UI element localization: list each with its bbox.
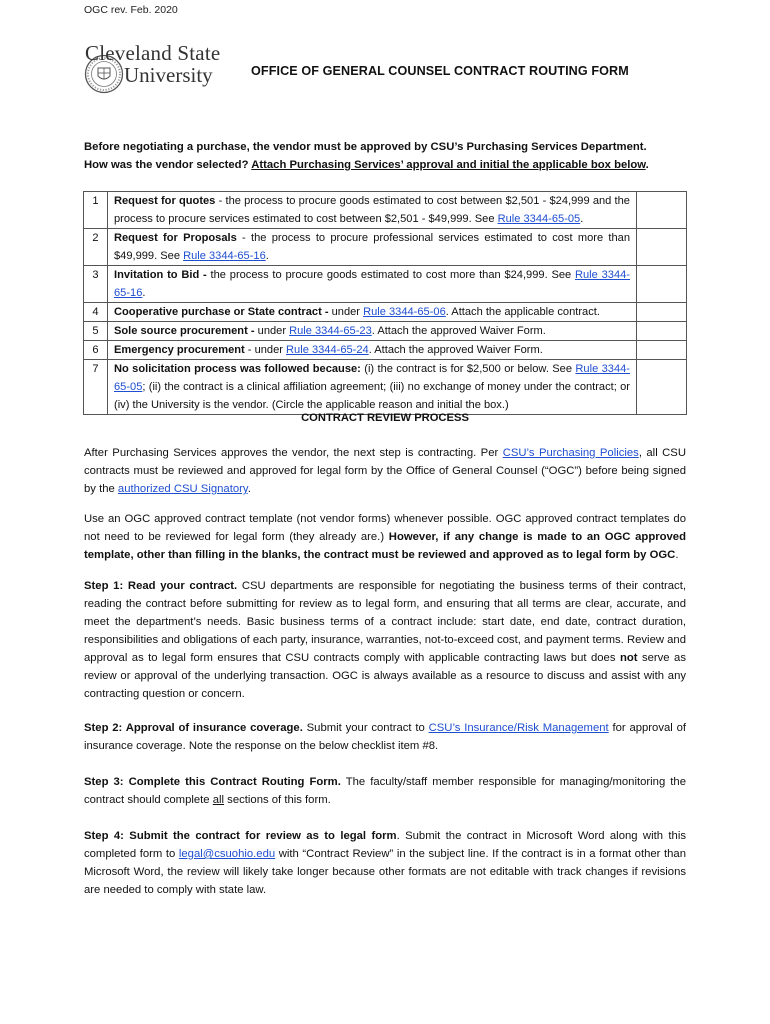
vendor-selection-table bbox=[83, 191, 687, 415]
logo-text-line2: University bbox=[124, 63, 213, 87]
row-method-title: Sole source procurement - bbox=[114, 325, 255, 337]
row-method-title: No solicitation process was followed because: bbox=[114, 363, 361, 375]
row-text: under bbox=[254, 325, 290, 337]
purchasing-policies-link[interactable]: CSU’s Purchasing Policies bbox=[502, 447, 639, 459]
step-3-text-b: sections of this form. bbox=[224, 794, 331, 806]
rule-link[interactable]: Rule 3344-65-05 bbox=[497, 213, 581, 225]
rule-link[interactable]: Rule 3344-65-16 bbox=[183, 250, 266, 262]
row-text: - under bbox=[244, 344, 287, 356]
selection-row bbox=[84, 192, 687, 229]
row-description bbox=[108, 322, 637, 341]
row-text-after: . Attach the approved Waiver Form. bbox=[371, 325, 546, 337]
row-description bbox=[108, 266, 637, 303]
row-text-after: . bbox=[580, 213, 584, 225]
row-number: 3 bbox=[84, 266, 108, 303]
intro-period: . bbox=[645, 159, 649, 171]
step-3-title: Step 3: Complete this Contract Routing Form. bbox=[84, 776, 341, 788]
row-number: 7 bbox=[84, 360, 108, 415]
row-text-after: ; (ii) the contract is a clinical affiliation agreement; (iii) no exchange of money under the contract; or (iv) the University is the vendor. (Circle the applicable reason and initial the box.) bbox=[114, 381, 630, 411]
row-text: - the process to procure professional services estimated to cost more than $49,999. See bbox=[114, 232, 631, 262]
form-title: OFFICE OF GENERAL COUNSEL CONTRACT ROUTING FORM bbox=[251, 64, 629, 78]
authorized-signatory-link[interactable]: authorized CSU Signatory bbox=[117, 483, 248, 495]
initial-box[interactable] bbox=[637, 229, 687, 266]
step-3-all: all bbox=[212, 794, 225, 806]
step-1-text-b: serve as review or approval of the underlying transaction. OGC is always available as a resource to discuss and assist with any contracting question or concern. bbox=[84, 652, 686, 700]
p1-text-a: After Purchasing Services approves the vendor, the next step is contracting. Per bbox=[84, 447, 503, 459]
rule-link[interactable]: Rule 3344-65-23 bbox=[289, 325, 372, 337]
row-number: 5 bbox=[84, 322, 108, 341]
initial-box[interactable] bbox=[637, 192, 687, 229]
p2-text-c: . bbox=[675, 549, 679, 561]
review-paragraph-1 bbox=[84, 444, 686, 498]
initial-box[interactable] bbox=[637, 322, 687, 341]
selection-row bbox=[84, 266, 687, 303]
initial-box[interactable] bbox=[637, 341, 687, 360]
step-1-not: not bbox=[619, 652, 638, 664]
step-2-paragraph bbox=[84, 719, 686, 755]
insurance-risk-management-link[interactable]: CSU’s Insurance/Risk Management bbox=[428, 722, 609, 734]
section-title-contract-review: CONTRACT REVIEW PROCESS bbox=[301, 412, 469, 424]
row-method-title: Invitation to Bid - bbox=[114, 269, 207, 281]
revision-label: OGC rev. Feb. 2020 bbox=[84, 4, 178, 16]
p1-text-b: , all CSU contracts must be reviewed and approved for legal form by the Office of General Counsel (“OGC”) before being signed by the bbox=[84, 447, 686, 495]
review-paragraph-2 bbox=[84, 510, 686, 564]
row-number: 6 bbox=[84, 341, 108, 360]
intro-line-2 bbox=[84, 156, 694, 174]
row-description bbox=[108, 360, 637, 415]
selection-row bbox=[84, 303, 687, 322]
selection-row bbox=[84, 322, 687, 341]
p2-text-a: Use an OGC approved contract template (not vendor forms) whenever possible. OGC approved contract templates do not need to be reviewed for legal form (they already are.) bbox=[84, 513, 686, 543]
step-4-text-a: . Submit the contract in Microsoft Word along with this completed form to bbox=[84, 830, 686, 860]
selection-row bbox=[84, 229, 687, 266]
step-1-paragraph bbox=[84, 577, 686, 703]
row-number: 2 bbox=[84, 229, 108, 266]
initial-box[interactable] bbox=[637, 360, 687, 415]
row-description bbox=[108, 341, 637, 360]
step-4-paragraph bbox=[84, 827, 686, 899]
step-1-title: Step 1: Read your contract. bbox=[84, 580, 238, 592]
intro-text bbox=[84, 138, 694, 174]
selection-row bbox=[84, 360, 687, 415]
rule-link[interactable]: Rule 3344-65-05 bbox=[114, 363, 630, 393]
p1-text-c: . bbox=[247, 483, 251, 495]
row-text-after: . bbox=[142, 287, 146, 299]
step-2-title: Step 2: Approval of insurance coverage. bbox=[84, 722, 303, 734]
selection-row bbox=[84, 341, 687, 360]
intro-question: How was the vendor selected? bbox=[84, 159, 252, 171]
initial-box[interactable] bbox=[637, 266, 687, 303]
rule-link[interactable]: Rule 3344-65-06 bbox=[363, 306, 446, 318]
row-text-after: . Attach the approved Waiver Form. bbox=[368, 344, 543, 356]
legal-email-link[interactable]: legal@csuohio.edu bbox=[178, 848, 276, 860]
rule-link[interactable]: Rule 3344-65-24 bbox=[286, 344, 369, 356]
row-description bbox=[108, 192, 637, 229]
row-method-title: Request for quotes bbox=[114, 195, 216, 207]
row-number: 4 bbox=[84, 303, 108, 322]
row-method-title: Request for Proposals bbox=[114, 232, 237, 244]
step-4-text-b: with “Contract Review” in the subject line. If the contract is in a format other than Microsoft Word, the review will likely take longer because other formats are not editable with track changes if revisions are needed to comply with state law. bbox=[84, 848, 686, 896]
row-number: 1 bbox=[84, 192, 108, 229]
row-text: (i) the contract is for $2,500 or below. See bbox=[360, 363, 576, 375]
row-description bbox=[108, 229, 637, 266]
step-1-text-a: CSU departments are responsible for negotiating the business terms of their contract, reading the contract before submitting for review as to legal form, and ensuring that all terms are clear, accurate, and meet the department’s needs. Basic business terms of a contract include: start date, end date, contract duration, responsibilities and obligations of each party, insurance, warranties, not-to-exceed cost, and payment terms. Review and approval as to legal form ensures that CSU contracts comply with applicable contracting laws but does bbox=[84, 580, 686, 664]
step-4-title: Step 4: Submit the contract for review as to legal form bbox=[84, 830, 397, 842]
rule-link[interactable]: Rule 3344-65-16 bbox=[114, 269, 630, 299]
row-text: - the process to procure goods estimated to cost between $2,501 - $24,999 and the process to procure services estimated to cost between $2,501 - $49,999. See bbox=[114, 195, 630, 225]
intro-line-1: Before negotiating a purchase, the vendor must be approved by CSU’s Purchasing Services Department. bbox=[84, 141, 647, 153]
step-2-text-a: Submit your contract to bbox=[302, 722, 429, 734]
row-text: the process to procure goods estimated to cost more than $24,999. See bbox=[206, 269, 575, 281]
initial-box[interactable] bbox=[637, 303, 687, 322]
row-text-after: . bbox=[265, 250, 269, 262]
intro-instruction: Attach Purchasing Services’ approval and initial the applicable box below bbox=[251, 159, 646, 171]
step-3-text-a: The faculty/staff member responsible for managing/monitoring the contract should complete bbox=[84, 776, 686, 806]
p2-bold-text: However, if any change is made to an OGC approved template, other than filling in the blanks, the contract must be reviewed and approved as to legal form by OGC bbox=[84, 531, 686, 561]
row-text: under bbox=[328, 306, 364, 318]
step-2-text-b: for approval of insurance coverage. Note the response on the below checklist item #8. bbox=[84, 722, 686, 752]
logo-text-line1: Cleveland State bbox=[85, 41, 221, 65]
csu-logo bbox=[84, 42, 236, 102]
step-3-paragraph bbox=[84, 773, 686, 809]
row-description bbox=[108, 303, 637, 322]
row-text-after: . Attach the applicable contract. bbox=[445, 306, 600, 318]
row-method-title: Cooperative purchase or State contract - bbox=[114, 306, 329, 318]
row-method-title: Emergency procurement bbox=[114, 344, 245, 356]
